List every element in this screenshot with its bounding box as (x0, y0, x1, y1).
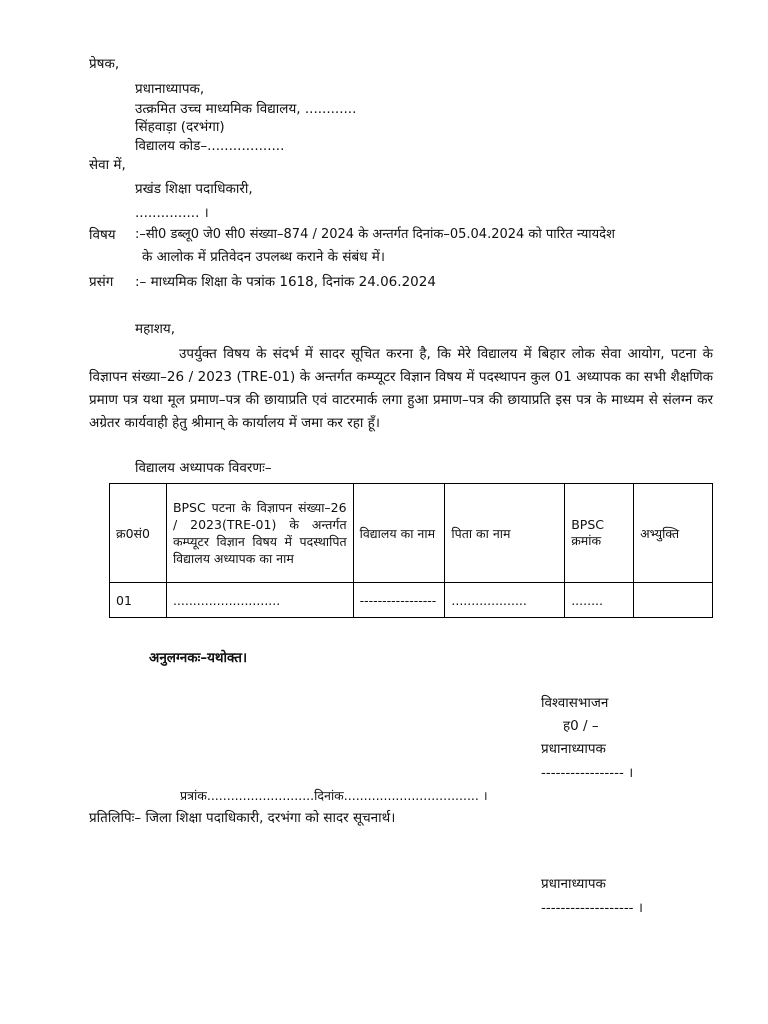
enclosure-note: अनुलग्नकः–यथोक्त। (149, 650, 248, 666)
body-paragraph (89, 343, 713, 435)
letter-number-date: प्रत्रांक...........................दिनांक.................................. । (180, 788, 488, 803)
header-father-name: पिता का नाम (445, 484, 565, 583)
recipient-label: सेवा में, (89, 157, 126, 173)
table-title: विद्यालय अध्यापक विवरणः– (135, 460, 272, 476)
copy-to: प्रतिलिपिः– जिला शिक्षा पदाधिकारी, दरभंगा को सादर सूचनार्थ। (89, 810, 396, 826)
subject-line-1: :–सी0 डब्लू0 जे0 सी0 संख्या–874 / 2024 के अन्तर्गत दिनांक–05.04.2024 को पारित न्यायदेश (135, 227, 615, 242)
cell-remarks (634, 583, 713, 618)
sender-designation: प्रधानाध्यापक, (135, 81, 205, 97)
cell-teacher-name: ........................... (166, 583, 353, 618)
reference-text: :– माध्यमिक शिक्षा के पत्रांक 1618, दिनांक 24.06.2024 (135, 274, 436, 290)
header-serial: क्र0सं0 (110, 484, 167, 583)
salutation: महाशय, (135, 321, 176, 337)
sender-school-code: विद्यालय कोड–.................. (135, 138, 285, 154)
closing-signature: ह0 / – (563, 718, 599, 734)
closing-line: ----------------- । (541, 765, 634, 781)
table-header-row (110, 484, 713, 583)
subject-line-2: के आलोक में प्रतिवेदन उपलब्ध कराने के संबंध में। (142, 249, 385, 265)
body-text: उपर्युक्त विषय के संदर्भ में सादर सूचित करना है, कि मेरे विद्यालय में बिहार लोक सेवा आयोग, पटना के विज्ञापन संख्या–26 / 2023 (TRE-01) के अन्तर्गत कम्प्यूटर विज्ञान विषय में पदस्थापन कुल 01 अध्यापक का सभी शैक्षणिक प्रमाण पत्र यथा मूल प्रमाण–पत्र की छायाप्रति एवं वाटरमार्क लगा हुआ प्रमाण–पत्र की छायाप्रति इस पत्र के माध्यम से संलग्न कर अग्रेतर कार्यवाही हेतु श्रीमान् के कार्यालय में जमा कर रहा हूँ। (89, 346, 713, 431)
staff-details-table (109, 483, 713, 618)
recipient-designation: प्रखंड शिक्षा पदाधिकारी, (135, 181, 253, 197)
recipient-place: ............... । (135, 205, 209, 221)
header-bpsc-number: BPSC क्रमांक (565, 484, 634, 583)
cell-father-name: ................... (445, 583, 565, 618)
header-teacher-name: BPSC पटना के विज्ञापन संख्या–26 / 2023(TRE-01) के अन्तर्गत कम्प्यूटर विज्ञान विषय में पदस्थापित विद्यालय अध्यापक का नाम (166, 484, 353, 583)
header-remarks: अभ्युक्ति (634, 484, 713, 583)
closing2-line: ------------------- । (541, 900, 643, 916)
table-row (110, 583, 713, 618)
cell-school-name: ----------------- (353, 583, 445, 618)
header-school-name: विद्यालय का नाम (353, 484, 445, 583)
cell-serial: 01 (110, 583, 167, 618)
closing2-designation: प्रधानाध्यापक (541, 876, 606, 892)
closing-valediction: विश्वासभाजन (541, 695, 609, 711)
reference-label: प्रसंग (89, 274, 114, 290)
subject-label: विषय (89, 227, 116, 243)
sender-school: उत्क्रमित उच्च माध्यमिक विद्यालय, ............ (135, 101, 357, 117)
sender-label: प्रेषक, (89, 56, 120, 72)
closing-designation: प्रधानाध्यापक (541, 741, 606, 757)
sender-place: सिंहवाड़ा (दरभंगा) (135, 119, 225, 135)
cell-bpsc-number: ........ (565, 583, 634, 618)
